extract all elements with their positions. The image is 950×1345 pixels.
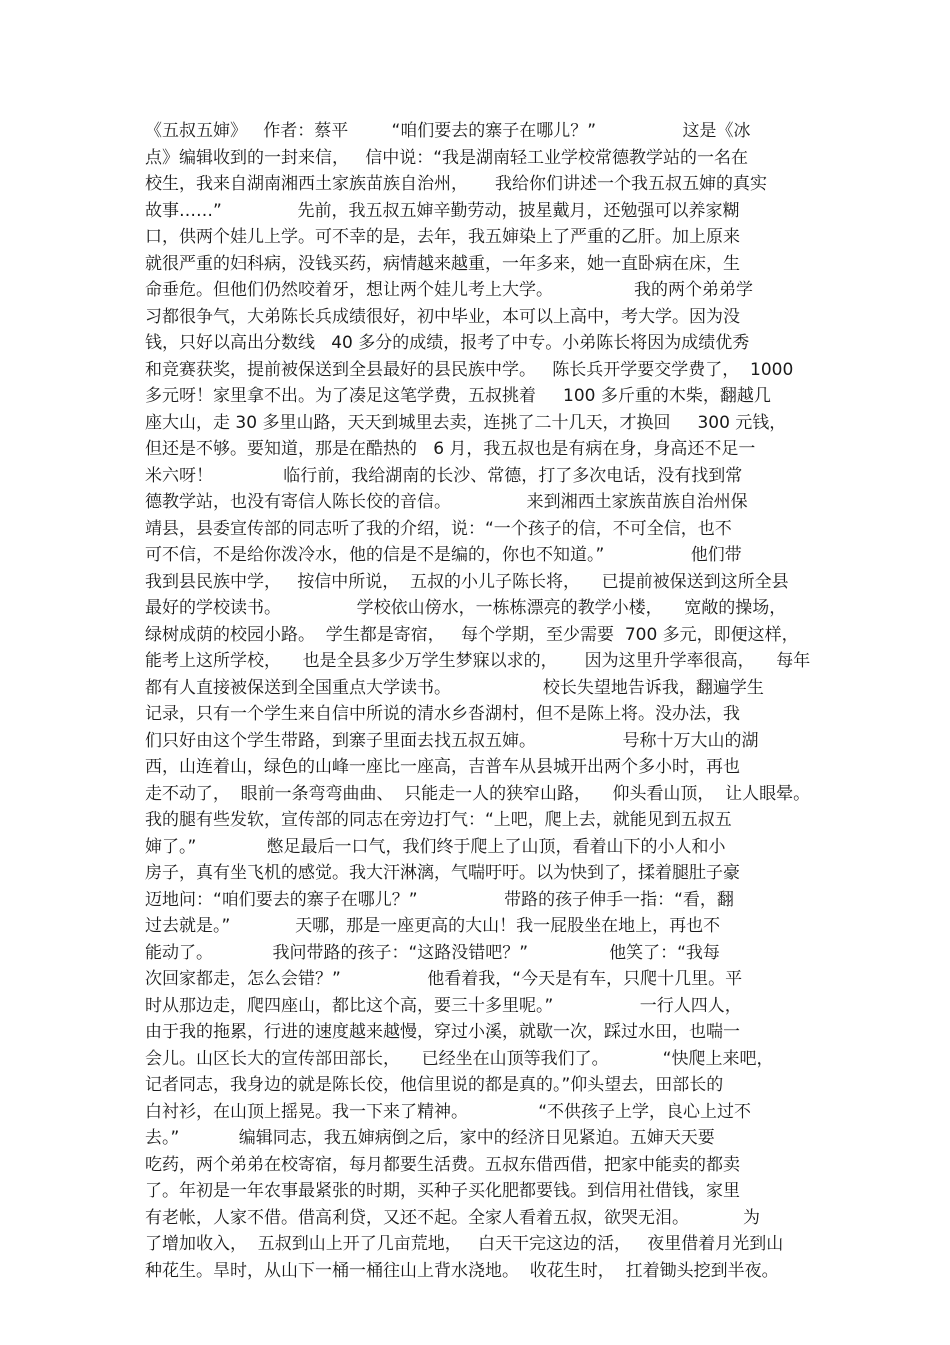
text-line: 白衬衫，在山顶上摇晃。我一下来了精神。 “不供孩子上学，良心上过不	[145, 1101, 752, 1122]
text-line: 多元呀！家里拿不出。为了凑足这笔学费，五叔挑着 100 多斤重的木柴，翻越几	[145, 386, 771, 406]
text-line: 过去就是。” 天哪，那是一座更高的大山！我一屁股坐在地上，再也不	[145, 916, 721, 936]
text-line: 次回家都走，怎么会错？” 他看着我，“今天是有车，只爬十几里。平	[145, 969, 743, 989]
text-line: 《五叔五婶》 作者：蔡平 “咱们要去的寨子在哪儿？” 这是《冰	[145, 121, 751, 141]
text-line: 种花生。旱时，从山下一桶一桶往山上背水浇地。 收花生时， 扛着锄头挖到半夜。	[145, 1260, 779, 1281]
text-line: 了增加收入， 五叔到山上开了几亩荒地， 白天干完这边的活， 夜里借着月光到山	[145, 1234, 784, 1254]
text-line: 会儿。山区长大的宣传部田部长， 已经坐在山顶等我们了。 “快爬上来吧，	[145, 1048, 774, 1069]
text-line: 我的腿有些发软，宣传部的同志在旁边打气：“上吧，爬上去，就能见到五叔五	[145, 810, 732, 830]
text-line: 能动了。 我问带路的孩子：“这路没错吧？” 他笑了：“我每	[145, 942, 720, 963]
document-body	[145, 118, 810, 1284]
text-line: 绿树成荫的校园小路。 学生都是寄宿， 每个学期，至少需要 700 多元，即便这样，	[145, 624, 799, 645]
text-line: 都有人直接被保送到全国重点大学读书。 校长失望地告诉我，翻遍学生	[145, 677, 764, 698]
text-line: 但还是不够。要知道，那是在酷热的 6 月，我五叔也是有病在身，身高还不足一	[145, 439, 756, 459]
text-line: 就很严重的妇科病，没钱买药，病情越来越重，一年多来，她一直卧病在床，生	[145, 253, 740, 274]
text-line: 们只好由这个学生带路，到寨子里面去找五叔五婶。 号称十万大山的湖	[145, 730, 759, 751]
text-line: 米六呀！ 临行前，我给湖南的长沙、常德，打了多次电话，没有找到常	[145, 465, 743, 486]
text-line: 口，供两个娃儿上学。可不幸的是，去年，我五婶染上了严重的乙肝。加上原来	[145, 227, 740, 247]
text-line: 时从那边走，爬四座山，都比这个高，要三十多里呢。” 一行人四人，	[145, 995, 742, 1016]
text-line: 靖县，县委宣传部的同志听了我的介绍，说：“一个孩子的信，不可全信，也不	[145, 518, 732, 539]
text-line: 房子，真有坐飞机的感觉。我大汗淋漓，气喘吁吁。以为快到了，揉着腿肚子豪	[145, 863, 740, 883]
text-line: 由于我的拖累，行进的速度越来越慢，穿过小溪，就歇一次，踩过水田，也喘一	[145, 1022, 740, 1042]
text-line: 有老帐，人家不借。借高利贷，又还不起。全家人看着五叔，欲哭无泪。 为	[145, 1207, 761, 1228]
text-line: 去。” 编辑同志，我五婶病倒之后，家中的经济日见紧迫。五婶天天要	[145, 1128, 715, 1148]
text-line: 迈地问：“咱们要去的寨子在哪儿？” 带路的孩子伸手一指：“看，翻	[145, 889, 734, 910]
text-line: 走不动了， 眼前一条弯弯曲曲、 只能走一人的狭窄山路， 仰头看山顶， 让人眼晕。	[145, 783, 811, 804]
text-line: 校生，我来自湖南湘西土家族苗族自治州， 我给你们讲述一个我五叔五婶的真实	[145, 174, 768, 194]
text-line: 婶了。” 憋足最后一口气，我们终于爬上了山顶，看着山下的小人和小	[145, 836, 726, 857]
text-line: 点》编辑收到的一封来信， 信中说：“我是湖南轻工业学校常德教学站的一名在	[145, 147, 749, 168]
text-line: 故事……” 先前，我五叔五婶辛勤劳动，披星戴月，还勉强可以养家糊	[145, 200, 740, 221]
text-line: 命垂危。但他们仍然咬着牙，想让两个娃儿考上大学。 我的两个弟弟学	[145, 280, 754, 300]
text-line: 钱，只好以高出分数线 40 多分的成绩，报考了中专。小弟陈长将因为成绩优秀	[145, 333, 750, 353]
text-line: 吃药，两个弟弟在校寄宿，每月都要生活费。五叔东借西借，把家中能卖的都卖	[145, 1154, 740, 1175]
text-line: 习都很争气，大弟陈长兵成绩很好，初中毕业，本可以上高中，考大学。因为没	[145, 306, 740, 327]
text-line: 座大山，走 30 多里山路，天天到城里去卖，连挑了二十几天，才换回 300 元钱，	[145, 412, 787, 433]
text-line: 记者同志，我身边的就是陈长佼，他信里说的都是真的。”仰头望去，田部长的	[145, 1075, 724, 1095]
text-line: 最好的学校读书。 学校依山傍水，一栋栋漂亮的教学小楼， 宽敞的操场，	[145, 598, 787, 618]
text-line: 我到县民族中学， 按信中所说， 五叔的小儿子陈长将， 已提前被保送到这所全县	[145, 571, 789, 592]
text-line: 和竞赛获奖，提前被保送到全县最好的县民族中学。 陈长兵开学要交学费了， 1000	[145, 359, 794, 380]
text-line: 记录，只有一个学生来自信中所说的清水乡沓湖村，但不是陈上将。没办法，我	[145, 704, 740, 724]
text-line: 了。年初是一年农事最紧张的时期，买种子买化肥都要钱。到信用社借钱，家里	[145, 1181, 740, 1201]
text-line: 德教学站，也没有寄信人陈长佼的音信。 来到湘西土家族苗族自治州保	[145, 492, 748, 512]
text-line: 可不信，不是给你泼冷水，他的信是不是编的，你也不知道。” 他们带	[145, 545, 742, 565]
text-line: 能考上这所学校， 也是全县多少万学生梦寐以求的， 因为这里升学率很高， 每年	[145, 651, 811, 671]
text-line: 西，山连着山，绿色的山峰一座比一座高，吉普车从县城开出两个多小时，再也	[145, 757, 740, 777]
